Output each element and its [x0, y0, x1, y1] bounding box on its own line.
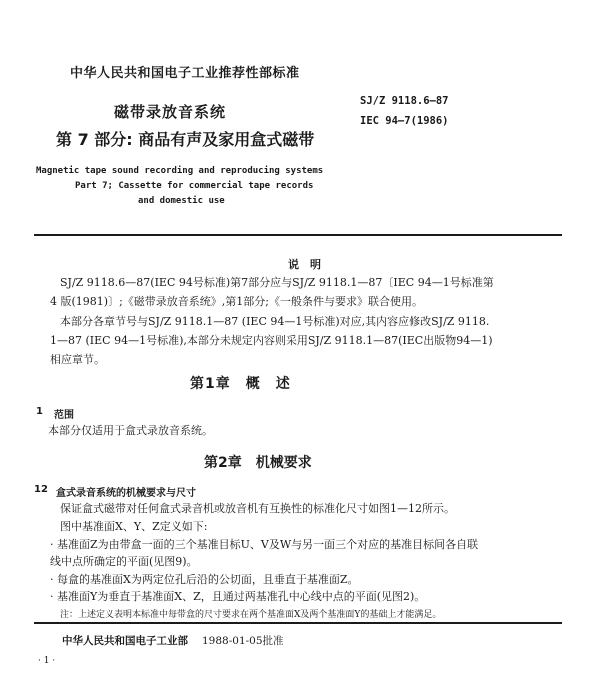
section-1-number: 1: [36, 406, 43, 417]
text-line: 4 版(1981)〕;《磁带录放音系统》,第1部分;《一般条件与要求》联合使用。: [50, 295, 423, 308]
explanation-paragraph-2: [50, 312, 493, 369]
approval-date: 1988-01-05批准: [202, 635, 284, 647]
section-12-line-3: · 基准面Z为由带盒一面的三个基准目标U、V及W与另一面三个对应的基准目标间各自联: [50, 538, 479, 551]
document-title: 磁带录放音系统: [114, 103, 227, 121]
section-12-line-6: · 基准面Y为垂直于基准面X、Z，且通过两基准孔中心线中点的平面(见图2)。: [50, 590, 426, 603]
section-12-number: 12: [34, 484, 48, 495]
chapter-1-heading: 第1章 概 述: [190, 376, 291, 392]
section-12-line-5: · 每盒的基准面X为两定位孔后沿的公切面，且垂直于基准面Z。: [50, 573, 359, 586]
section-12-title: 盒式录音系统的机械要求与尺寸: [56, 488, 196, 499]
section-1-title: 范围: [54, 410, 74, 421]
document-subtitle: 第 7 部分: 商品有声及家用盒式磁带: [56, 130, 315, 149]
page-number: · 1 ·: [38, 656, 56, 666]
footer-divider: [34, 622, 562, 624]
text-line: SJ/Z 9118.6—87(IEC 94号标准)第7部分应与SJ/Z 9118.1—87〔IEC 94—1号标准第: [60, 276, 494, 289]
english-title-line-1: Magnetic tape sound recording and reproducing systems: [36, 166, 324, 176]
explanation-paragraph-1: [50, 273, 494, 311]
text-line: 本部分各章节号与SJ/Z 9118.1—87 (IEC 94—1号标准)对应,其内容应修改SJ/Z 9118.: [60, 315, 490, 328]
section-1-text: 本部分仅适用于盒式录放音系统。: [48, 424, 213, 437]
section-12-note: 注：上述定义表明本标准中每带盒的尺寸要求在两个基准面X及两个基准面Y的基础上才能满足。: [60, 610, 442, 620]
issuing-authority: 中华人民共和国电子工业推荐性部标准: [70, 66, 300, 81]
section-12-line-4: 线中点所确定的平面(见图9)。: [50, 555, 198, 568]
english-title-line-3: and domestic use: [138, 196, 225, 206]
english-title-line-2: Part 7; Cassette for commercial tape records: [75, 181, 314, 191]
section-12-line-1: 保证盒式磁带对任何盒式录音机或放音机有互换性的标准化尺寸如图1—12所示。: [60, 502, 455, 515]
ministry-name: 中华人民共和国电子工业部: [62, 635, 188, 647]
text-line: 1—87 (IEC 94—1号标准),本部分未规定内容则采用SJ/Z 9118.1—87(IEC出版物94—1): [50, 334, 493, 347]
standard-code: SJ/Z 9118.6—87: [360, 95, 449, 107]
section-12-line-2: 图中基准面X、Y、Z定义如下:: [60, 520, 208, 533]
text-line: 相应章节。: [50, 353, 105, 366]
iec-code: IEC 94—7(1986): [360, 115, 449, 127]
explanation-heading: 说 明: [288, 258, 321, 271]
header-divider: [34, 234, 562, 236]
chapter-2-heading: 第2章 机械要求: [204, 455, 312, 471]
